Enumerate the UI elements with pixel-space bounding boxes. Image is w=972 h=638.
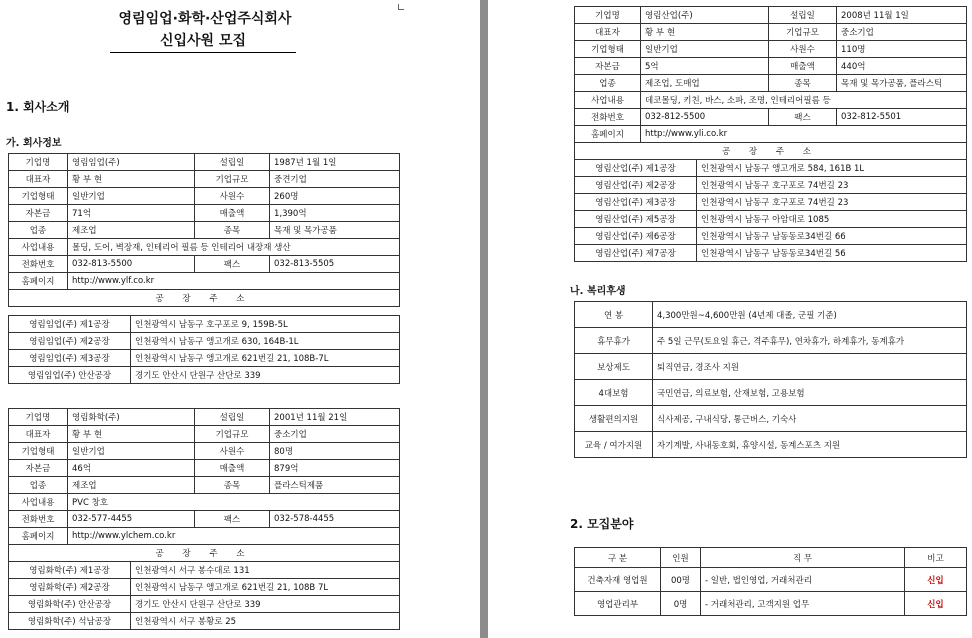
recruit-header-count: 인원 [661,548,701,568]
value-fax: 032-813-5505 [270,256,400,273]
benefit-value: 자기계발, 사내동호회, 휴양시설, 동계스포츠 지원 [653,432,967,458]
table-row [9,367,400,384]
factory-name: 영림화학(주) 제2공장 [9,579,131,596]
factory-name: 영림산업(주) 제7공장 [575,245,697,262]
table-row [575,245,967,262]
value-founded: 1987년 1월 1일 [270,154,400,171]
value-category: 목재 및 목가공품, 플라스틱 [837,75,967,92]
recruit-header-duty: 직 무 [701,548,905,568]
table-row [575,228,967,245]
factory-address: 인천광역시 남동구 남동동로34번길 56 [697,245,967,262]
document-subtitle: 신입사원 모집 [110,30,296,53]
label-scale: 기업규모 [195,426,270,443]
recruit-count: 00명 [661,568,701,592]
value-sales: 1,390억 [270,205,400,222]
value-scale: 중소기업 [270,426,400,443]
benefit-value: 국민연금, 의료보험, 산재보험, 고용보험 [653,380,967,406]
value-business: PVC 창호 [68,494,400,511]
label-category: 종목 [769,75,837,92]
recruit-header-note: 비고 [905,548,967,568]
recruit-duty: - 일반, 법인영업, 거래처관리 [701,568,905,592]
benefit-value: 식사제공, 구내식당, 통근버스, 기숙사 [653,406,967,432]
label-industry: 업종 [9,222,68,239]
table-row [9,613,400,630]
factory-name: 영림화학(주) 안산공장 [9,596,131,613]
factory-address: 인천광역시 남동구 앵고개로 584, 161B 1L [697,160,967,177]
factory-name: 영림화학(주) 제1공장 [9,562,131,579]
label-ceo: 대표자 [9,426,68,443]
table-row [575,354,967,380]
table-row [575,160,967,177]
factory-address: 인천광역시 남동구 남동동로34번길 66 [697,228,967,245]
label-homepage: 홈페이지 [9,273,68,290]
document-page-right [488,0,972,638]
factory-address: 인천광역시 서구 봉수대로 131 [131,562,400,579]
factory-name: 영림산업(주) 제2공장 [575,177,697,194]
value-scale: 중견기업 [270,171,400,188]
value-business: 몰딩, 도어, 벽장재, 인테리어 필름 등 인테리어 내장재 생산 [68,239,400,256]
factory-name: 영림임업(주) 제1공장 [9,316,131,333]
label-industry: 업종 [575,75,641,92]
label-industry: 업종 [9,477,68,494]
factory-name: 영림화학(주) 석남공장 [9,613,131,630]
label-founded: 설립일 [195,409,270,426]
label-phone: 전화번호 [9,511,68,528]
value-staff: 110명 [837,41,967,58]
table-row [575,380,967,406]
factory-address: 인천광역시 남동구 앵고개로 621번길 21, 108B 7L [131,579,400,596]
factory-address: 인천광역시 서구 봉황로 25 [131,613,400,630]
benefit-label: 휴무휴가 [575,328,653,354]
label-category: 종목 [195,222,270,239]
label-scale: 기업규모 [769,24,837,41]
benefit-label: 4대보험 [575,380,653,406]
label-staff: 사원수 [769,41,837,58]
value-staff: 260명 [270,188,400,205]
label-staff: 사원수 [195,188,270,205]
label-category: 종목 [195,477,270,494]
factory-address: 경기도 안산시 단원구 산단로 339 [131,596,400,613]
factory-table-ylf [8,315,400,384]
value-homepage[interactable]: http://www.ylchem.co.kr [68,528,400,545]
table-row [575,406,967,432]
label-business: 사업내용 [9,494,68,511]
benefit-label: 교육 / 여가지원 [575,432,653,458]
value-category: 플라스틱제품 [270,477,400,494]
recruit-duty: - 거래처관리, 고객지원 업무 [701,592,905,616]
value-industry: 제조업 [68,222,195,239]
table-row [575,568,967,592]
label-phone: 전화번호 [575,109,641,126]
value-type: 일반기업 [68,443,195,460]
benefit-label: 생활편의지원 [575,406,653,432]
label-staff: 사원수 [195,443,270,460]
table-row [575,432,967,458]
table-row [575,177,967,194]
label-founded: 설립일 [195,154,270,171]
table-row [575,302,967,328]
recruit-note: 신입 [905,592,967,616]
benefit-value: 주 5일 근무(토요일 휴근, 격주휴무), 연차휴가, 하계휴가, 동계휴가 [653,328,967,354]
value-homepage[interactable]: http://www.yli.co.kr [641,126,967,143]
value-sales: 879억 [270,460,400,477]
label-type: 기업형태 [575,41,641,58]
value-fax: 032-578-4455 [270,511,400,528]
value-scale: 중소기업 [837,24,967,41]
value-category: 목재 및 목가공품 [270,222,400,239]
value-capital: 71억 [68,205,195,222]
factory-name: 영림임업(주) 안산공장 [9,367,131,384]
value-sales: 440억 [837,58,967,75]
subsection-heading-info: 가. 회사정보 [6,138,62,149]
label-company: 기업명 [9,409,68,426]
factory-header: 공 장 주 소 [9,545,400,562]
label-fax: 팩스 [769,109,837,126]
value-fax: 032-812-5501 [837,109,967,126]
value-founded: 2008년 11월 1일 [837,7,967,24]
label-capital: 자본금 [9,205,68,222]
label-phone: 전화번호 [9,256,68,273]
label-scale: 기업규모 [195,171,270,188]
factory-name: 영림임업(주) 제2공장 [9,333,131,350]
value-phone: 032-812-5500 [641,109,769,126]
factory-name: 영림산업(주) 제5공장 [575,211,697,228]
value-ceo: 황 부 현 [641,24,769,41]
value-industry: 제조업, 도매업 [641,75,769,92]
factory-name: 영림산업(주) 제3공장 [575,194,697,211]
table-row [9,596,400,613]
label-homepage: 홈페이지 [9,528,68,545]
benefit-value: 4,300만원~4,600만원 (4년제 대졸, 군필 기준) [653,302,967,328]
label-business: 사업내용 [575,92,641,109]
benefit-label: 연 봉 [575,302,653,328]
company-table-yli [574,6,967,160]
value-phone: 032-813-5500 [68,256,195,273]
benefit-label: 보상제도 [575,354,653,380]
label-company: 기업명 [575,7,641,24]
table-row [9,562,400,579]
table-row [9,579,400,596]
benefit-value: 퇴직연금, 경조사 지원 [653,354,967,380]
factory-header: 공 장 주 소 [9,290,400,307]
recruit-count: 0명 [661,592,701,616]
benefits-table [574,301,967,458]
table-row [9,350,400,367]
label-capital: 자본금 [9,460,68,477]
table-row [575,211,967,228]
factory-address: 인천광역시 남동구 아암대로 1085 [697,211,967,228]
factory-address: 인천광역시 남동구 호구포로 74번길 23 [697,194,967,211]
company-table-ylf [8,153,400,307]
label-sales: 매출액 [769,58,837,75]
value-company: 영림산업(주) [641,7,769,24]
value-phone: 032-577-4455 [68,511,195,528]
table-row [575,194,967,211]
value-ceo: 황 부 현 [68,426,195,443]
value-business: 데코몰딩, 키친, 바스, 소파, 조명, 인테리어필름 등 [641,92,967,109]
factory-address: 인천광역시 남동구 호구포로 74번길 23 [697,177,967,194]
recruit-division: 영업관리부 [575,592,661,616]
factory-address: 인천광역시 남동구 호구포로 9, 159B-5L [131,316,400,333]
label-sales: 매출액 [195,460,270,477]
table-row [9,333,400,350]
recruit-table [574,547,967,616]
label-founded: 설립일 [769,7,837,24]
value-capital: 46억 [68,460,195,477]
factory-table-yli [574,159,967,262]
factory-name: 영림임업(주) 제3공장 [9,350,131,367]
section-heading-company: 1. 회사소개 [6,100,70,114]
value-industry: 제조업 [68,477,195,494]
value-company: 영림화학(주) [68,409,195,426]
factory-address: 경기도 안산시 단원구 산단로 339 [131,367,400,384]
company-table-ylchem [8,408,400,562]
label-fax: 팩스 [195,256,270,273]
label-fax: 팩스 [195,511,270,528]
value-company: 영림임업(주) [68,154,195,171]
factory-name: 영림산업(주) 제6공장 [575,228,697,245]
value-type: 일반기업 [641,41,769,58]
value-staff: 80명 [270,443,400,460]
label-ceo: 대표자 [575,24,641,41]
document-title: 영림임업·화학·산업주식회사 [118,11,292,27]
recruit-division: 건축자재 영업원 [575,568,661,592]
factory-address: 인천광역시 남동구 앵고개로 621번길 21, 108B-7L [131,350,400,367]
page-gutter [480,0,488,638]
recruit-note: 신입 [905,568,967,592]
subsection-heading-benefits: 나. 복리후생 [570,286,626,297]
table-row [9,316,400,333]
label-capital: 자본금 [575,58,641,75]
document-page-left [0,0,480,638]
table-row [575,328,967,354]
value-ceo: 황 부 현 [68,171,195,188]
label-sales: 매출액 [195,205,270,222]
value-homepage[interactable]: http://www.ylf.co.kr [68,273,400,290]
value-capital: 5억 [641,58,769,75]
factory-table-ylchem [8,561,400,630]
factory-header: 공 장 주 소 [575,143,967,160]
factory-name: 영림산업(주) 제1공장 [575,160,697,177]
label-type: 기업형태 [9,443,68,460]
label-homepage: 홈페이지 [575,126,641,143]
section-heading-recruit: 2. 모집분야 [570,517,634,531]
table-row [575,592,967,616]
value-founded: 2001년 11월 21일 [270,409,400,426]
value-type: 일반기업 [68,188,195,205]
recruit-header-division: 구 분 [575,548,661,568]
label-ceo: 대표자 [9,171,68,188]
label-type: 기업형태 [9,188,68,205]
factory-address: 인천광역시 남동구 앵고개로 630, 164B-1L [131,333,400,350]
label-company: 기업명 [9,154,68,171]
label-business: 사업내용 [9,239,68,256]
